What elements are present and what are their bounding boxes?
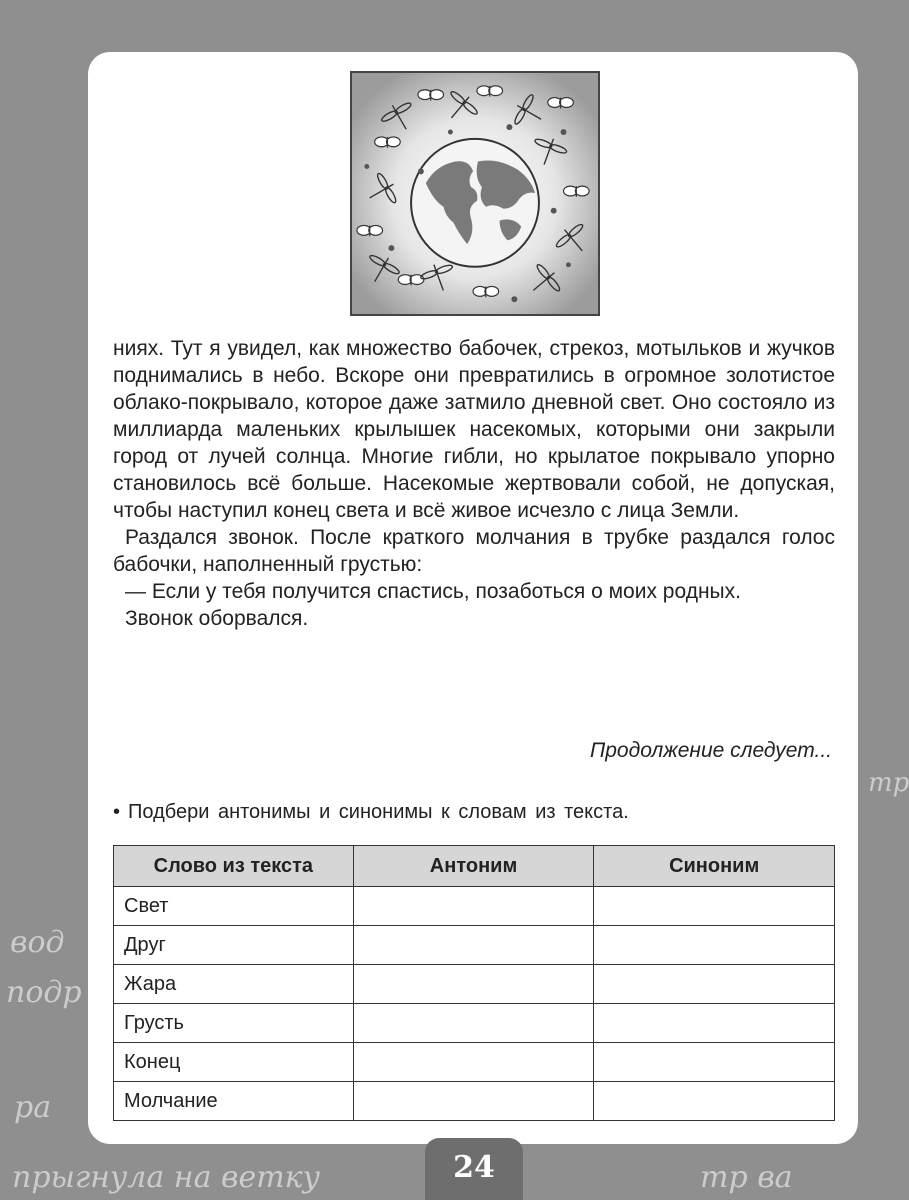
background-handwriting: вод (10, 925, 65, 960)
column-header-antonym: Антоним (353, 846, 594, 887)
table-row (114, 926, 835, 965)
column-header-word: Слово из текста (114, 846, 354, 887)
story-paragraph: — Если у тебя получится спастись, позаботься о моих родных. (125, 580, 741, 603)
to-be-continued: Продолжение следует... (590, 739, 832, 762)
word-cell: Молчание (114, 1082, 354, 1121)
antonym-answer-cell[interactable] (353, 887, 594, 926)
background-handwriting: ра (14, 1090, 52, 1125)
table-row (114, 1082, 835, 1121)
word-cell: Конец (114, 1043, 354, 1082)
globe-icon (411, 139, 539, 267)
synonym-answer-cell[interactable] (594, 965, 835, 1004)
column-header-synonym: Синоним (594, 846, 835, 887)
antonym-answer-cell[interactable] (353, 965, 594, 1004)
antonym-answer-cell[interactable] (353, 1004, 594, 1043)
task-instruction (113, 801, 629, 824)
story-paragraph: Раздался звонок. После краткого молчания в трубке раздался голос бабочки, наполненный грустью: (113, 526, 835, 576)
antonym-answer-cell[interactable] (353, 926, 594, 965)
table-row (114, 1043, 835, 1082)
word-cell: Грусть (114, 1004, 354, 1043)
background-handwriting: тр ва (700, 1160, 793, 1195)
globe-insects-image (352, 73, 598, 314)
table-row (114, 965, 835, 1004)
story-paragraph: Звонок оборвался. (125, 607, 309, 630)
word-cell: Жара (114, 965, 354, 1004)
story-text (113, 335, 835, 632)
background-handwriting: подр (6, 975, 82, 1010)
page-number: 24 (425, 1138, 523, 1200)
antonym-answer-cell[interactable] (353, 1043, 594, 1082)
table-header-row (114, 846, 835, 887)
synonym-answer-cell[interactable] (594, 1043, 835, 1082)
word-cell: Друг (114, 926, 354, 965)
synonym-answer-cell[interactable] (594, 1082, 835, 1121)
story-paragraph: ниях. Тут я увидел, как множество бабочек, стрекоз, мотыльков и жучков поднимались в небо. Вскоре они превратились в огромное золотистое облако-покрывало, которое даже затмило дневной свет. Оно состояло из миллиарда маленьких крылышек насекомых, которыми они закрыли город от лучей солнца. Многие гибли, но крылатое покрывало упорно становилось всё больше. Насекомые жертвовали собой, не допуская, чтобы наступил конец света и всё живое исчезло с лица Земли. (113, 337, 835, 522)
background-handwriting: тр (868, 768, 909, 798)
antonym-synonym-table (113, 845, 835, 1121)
table-row (114, 1004, 835, 1043)
synonym-answer-cell[interactable] (594, 926, 835, 965)
background-handwriting: прыгнула на ветку (12, 1160, 320, 1195)
synonym-answer-cell[interactable] (594, 887, 835, 926)
globe-insects-illustration (350, 71, 600, 316)
bullet-icon: • (113, 801, 121, 823)
task-text: Подбери антонимы и синонимы к словам из текста. (128, 801, 629, 823)
table-row (114, 887, 835, 926)
antonym-answer-cell[interactable] (353, 1082, 594, 1121)
word-cell: Свет (114, 887, 354, 926)
synonym-answer-cell[interactable] (594, 1004, 835, 1043)
